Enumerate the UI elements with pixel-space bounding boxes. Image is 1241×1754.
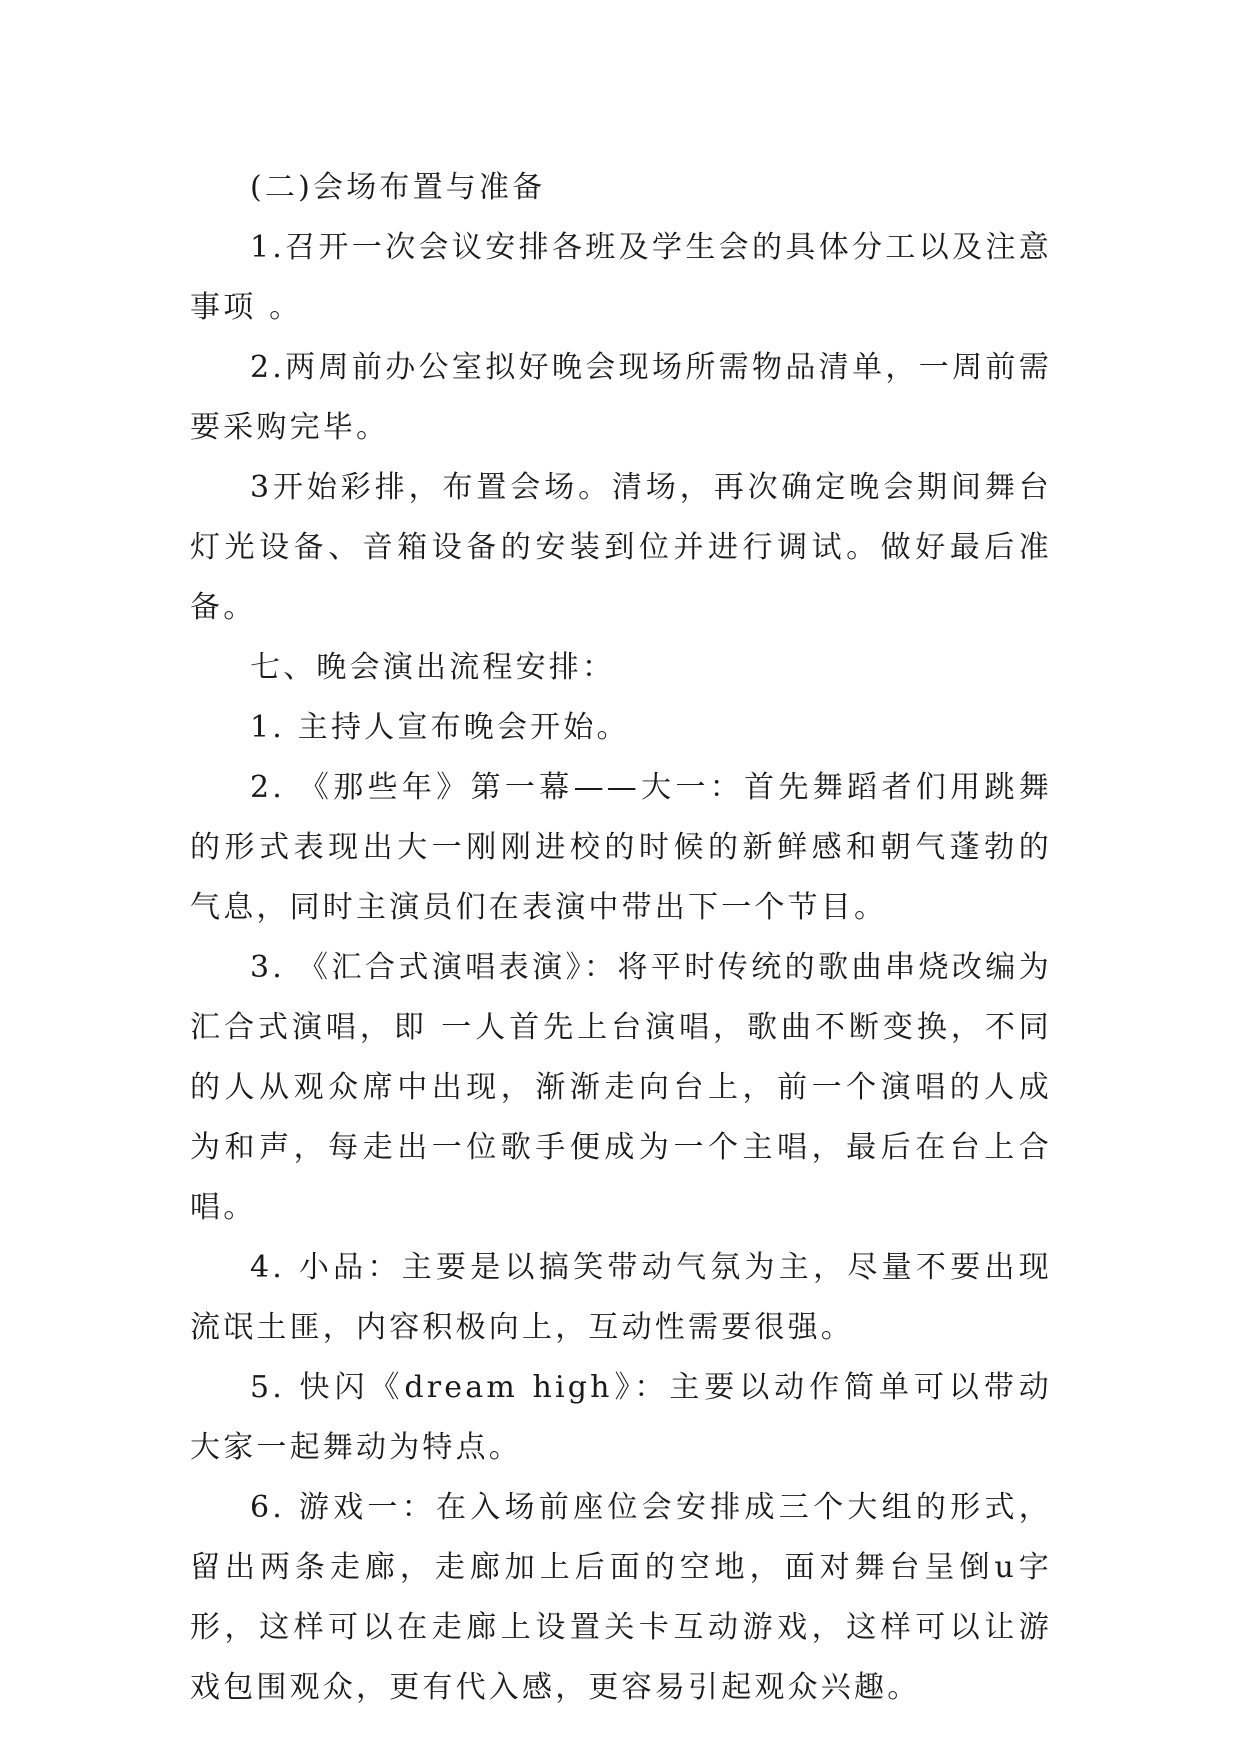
- paragraph-item-1: 1.召开一次会议安排各班及学生会的具体分工以及注意事项 。: [190, 230, 1052, 325]
- program-item-5: 5. 快闪《dream high》：主要以动作简单可以带动大家一起舞动为特点。: [190, 1370, 1052, 1465]
- paragraph-item-2: 2.两周前办公室拟好晚会现场所需物品清单，一周前需要采购完毕。: [190, 350, 1052, 445]
- program-item-4: 4. 小品：主要是以搞笑带动气氛为主，尽量不要出现流氓土匪，内容积极向上，互动性需要很强。: [190, 1250, 1052, 1345]
- program-item-1: 1. 主持人宣布晚会开始。: [250, 710, 630, 745]
- paragraph-item-3: 3开始彩排，布置会场。清场，再次确定晚会期间舞台灯光设备、音箱设备的安装到位并进行调试。做好最后准备。: [190, 470, 1052, 625]
- program-item-2: 2. 《那些年》第一幕——大一：首先舞蹈者们用跳舞的形式表现出大一刚刚进校的时候的新鲜感和朝气蓬勃的气息，同时主演员们在表演中带出下一个节目。: [190, 770, 1052, 925]
- document-body: [190, 158, 1052, 1718]
- program-item-3: 3. 《汇合式演唱表演》：将平时传统的歌曲串烧改编为汇合式演唱，即 一人首先上台演唱，歌曲不断变换，不同的人从观众席中出现，渐渐走向台上，前一个演唱的人成为和声，每走出一位歌手便成为一个主唱，最后在台上合唱。: [190, 950, 1052, 1225]
- program-item-6: 6. 游戏一：在入场前座位会安排成三个大组的形式，留出两条走廊，走廊加上后面的空地，面对舞台呈倒u字形，这样可以在走廊上设置关卡互动游戏，这样可以让游戏包围观众，更有代入感，更容易引起观众兴趣。: [190, 1490, 1052, 1705]
- section-heading-program: 七、晚会演出流程安排：: [250, 650, 616, 685]
- section-heading-venue: (二)会场布置与准备: [250, 170, 546, 205]
